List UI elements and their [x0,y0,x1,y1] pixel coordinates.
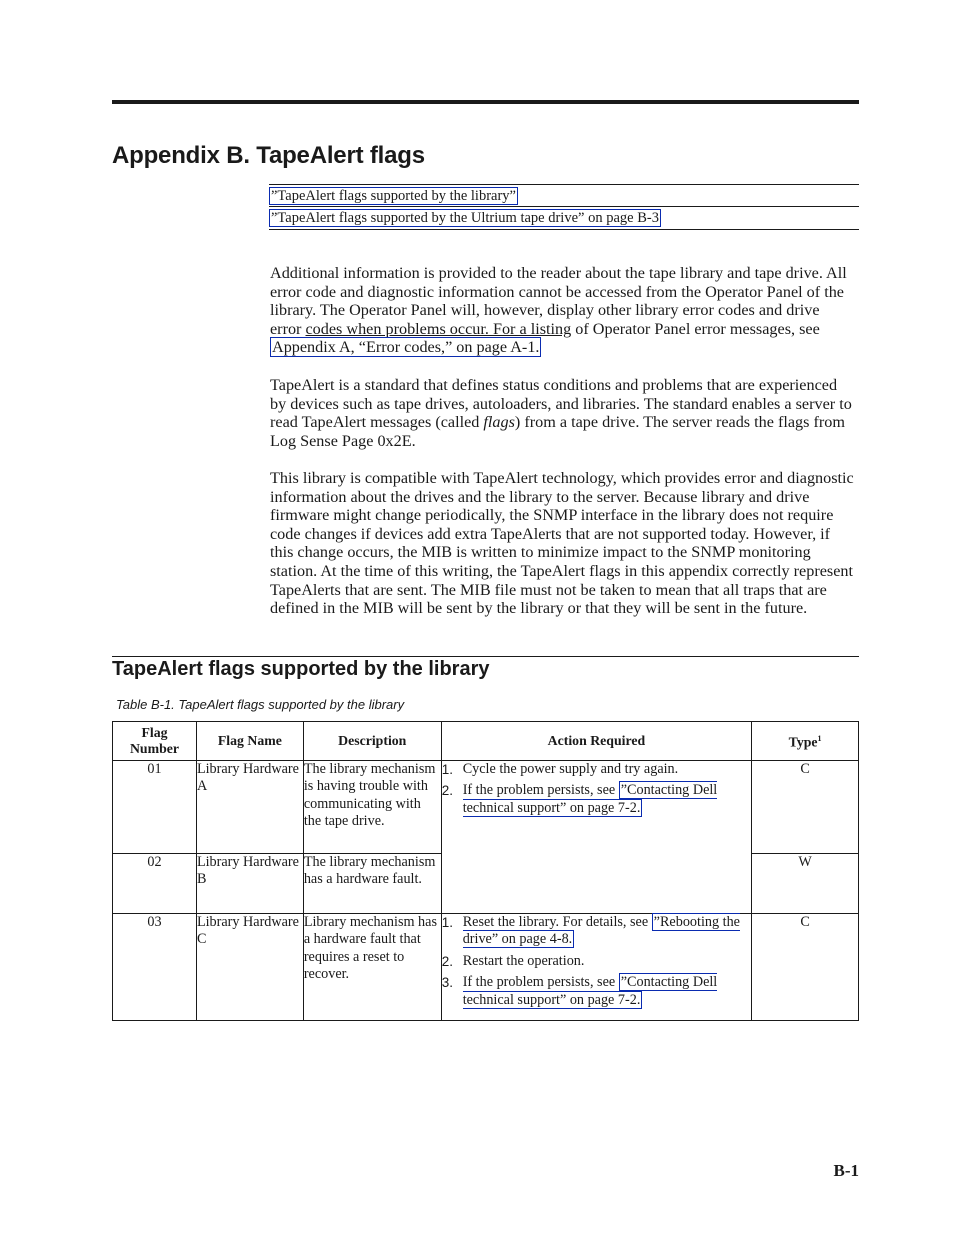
header-type [752,722,859,761]
table-row [113,914,859,1021]
paragraph-tapealert [270,376,855,450]
type-cell: C [752,761,859,854]
step-text: If the problem persists, see [462,782,619,799]
section-title: TapeAlert flags supported by the library [112,658,490,680]
contacting-dell-link[interactable]: ”Contacting Dell technical support” on page 7-2. [462,782,718,816]
description-cell: Library mechanism has a hardware fault that requires a reset to recover. [303,914,441,1021]
step-text: Cycle the power supply and try again. [462,761,679,777]
action-step [442,914,751,949]
flag-number-cell: 03 [113,914,197,1021]
page-number: B-1 [833,1161,859,1180]
appendix-a-link[interactable]: Appendix A, “Error codes,” on page A-1. [272,338,540,357]
action-steps [442,761,751,817]
action-step [442,761,751,778]
page-title: Appendix B. TapeAlert flags [112,142,425,169]
step-text: Restart the operation. [462,952,585,969]
header-label: Flag Number [129,725,179,756]
paragraph-compatibility: This library is compatible with TapeAlert technology, which provides error and diagnostic information about the drives and the library to the server. Because library and drive firmware might change periodically, the SNMP interface in the library does not require code changes if devices add extra TapeAlerts that are not supported today. However, if this change occurs, the MIB is written to minimize impact to the SNMP monitoring station. At the time of this writing, the TapeAlert flags in this appendix correctly represent TapeAlerts that are sent. The MIB file must not be taken to mean that all traps that are defined in the MIB will be sent by the library or that they will be sent in the future. [270,469,854,618]
paragraph-text: TapeAlert is a standard that defines status conditions and problems that are experienced by devices such as tape drives, autoloaders, and libraries. The standard enables a server to read TapeAlert messages (called [270,376,852,432]
paragraph-text: ) from a tape drive. The server reads the flags from Log Sense Page 0x2E. [270,413,845,450]
table-caption: Table B-1. TapeAlert flags supported by the library [116,697,405,712]
action-cell [441,914,751,1021]
toc-row [269,206,859,230]
toc-row [269,184,859,206]
paragraph-text: Additional information is provided to the reader about the tape library and tape drive. All error code and diagnostic information cannot be accessed from the Operator Panel of the library. The Operator Panel will, however, display other library error codes and drive error [270,264,847,338]
action-step [442,953,751,970]
footnote-marker: 1 [817,734,822,744]
action-step [442,974,751,1009]
mini-toc [269,184,859,230]
header-action-required: Action Required [441,722,751,761]
flag-name-cell: Library Hardware A [196,761,303,854]
header-flag-number [113,722,197,761]
flag-number-cell: 02 [113,854,197,914]
flag-name-cell: Library Hardware C [196,914,303,1021]
italic-term: flags [483,413,515,432]
toc-link-library[interactable]: ”TapeAlert flags supported by the library” [271,188,516,204]
table-row [113,761,859,854]
flag-name-cell: Library Hardware B [196,854,303,914]
action-steps [442,914,751,1009]
description-cell: The library mechanism is having trouble with communicating with the tape drive. [303,761,441,854]
flag-number-cell: 01 [113,761,197,854]
action-cell [441,761,751,914]
underlined-text: codes when problems occur. For a listing [305,319,572,338]
paragraph-intro [270,264,855,357]
description-cell: The library mechanism has a hardware fault. [303,854,441,914]
header-flag-name: Flag Name [196,722,303,761]
toc-link-ultrium[interactable]: ”TapeAlert flags supported by the Ultrium tape drive” on page B-3 [271,210,659,226]
step-text: If the problem persists, see [462,974,619,991]
contacting-dell-link[interactable]: ”Contacting Dell technical support” on page 7-2. [462,974,718,1008]
type-cell: W [752,854,859,914]
step-number: 2. [441,783,453,799]
type-cell: C [752,914,859,1021]
top-rule [112,100,859,104]
header-label: Type [788,734,818,750]
flags-table [112,721,859,1021]
step-number: 1. [441,762,453,777]
action-step [442,782,751,817]
step-number: 1. [441,915,453,930]
paragraph-text: of Operator Panel error messages, see [571,319,820,338]
rebooting-drive-link[interactable]: ”Rebooting the drive” on page 4-8. [462,914,740,948]
step-number: 3. [441,975,453,991]
header-description: Description [303,722,441,761]
step-text: Reset the library. For details, see [462,914,652,930]
section-rule [112,656,859,657]
step-number: 2. [441,953,453,969]
table-header-row [113,722,859,761]
